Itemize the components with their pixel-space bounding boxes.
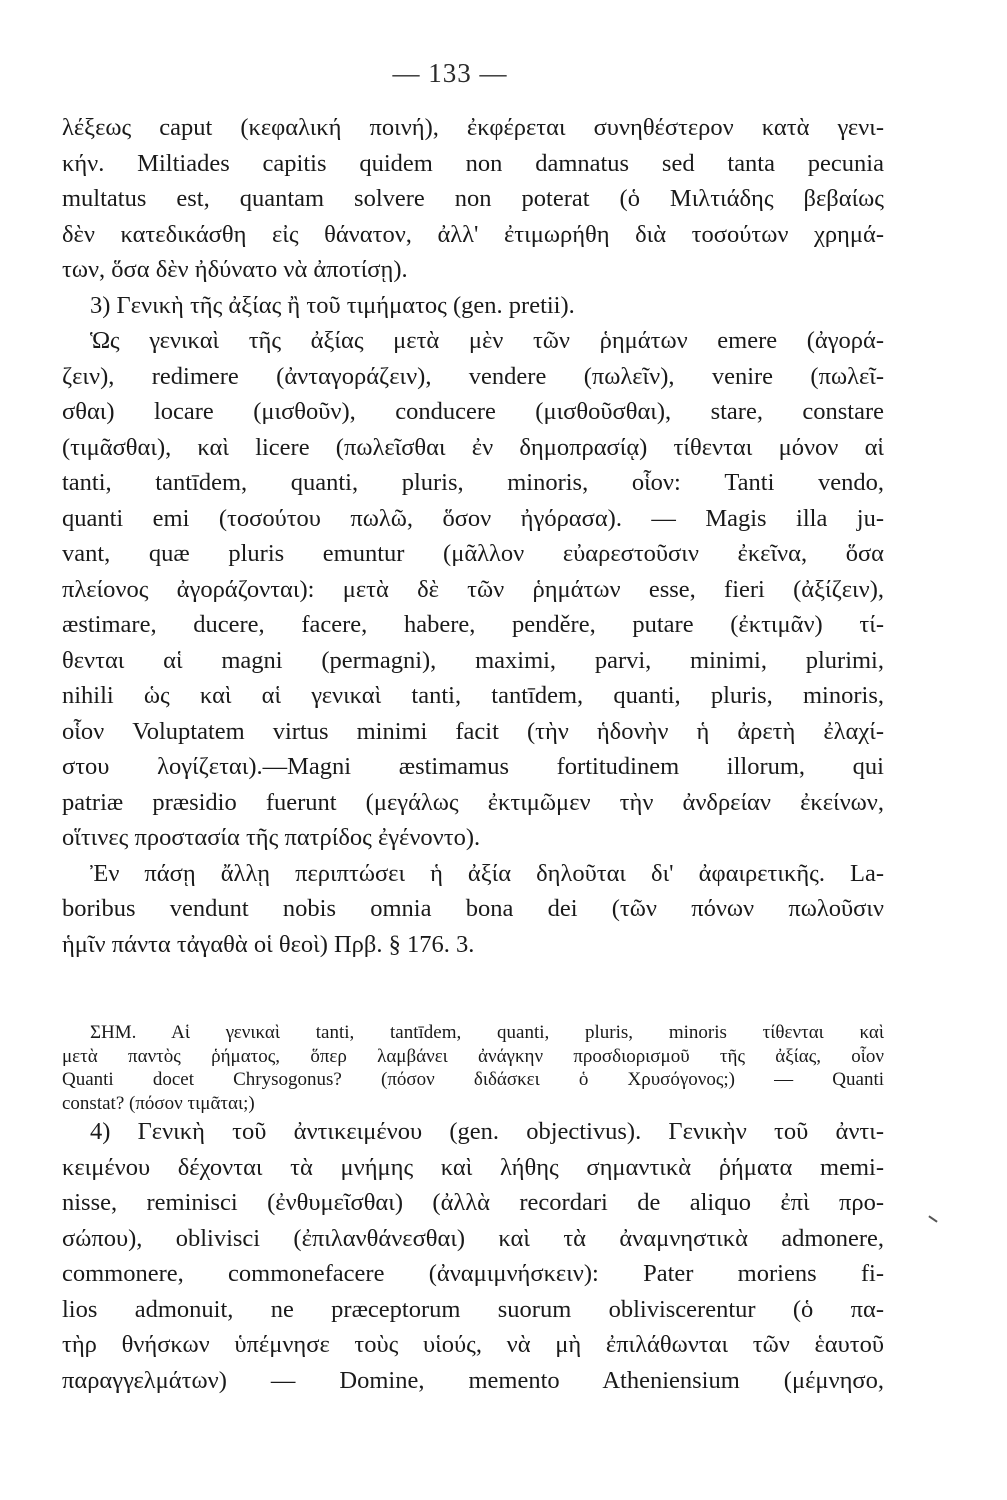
- text-line: Quanti docet Chrysogonus? (πόσον διδάσκει ὁ Χρυσόγονος;) — Quanti: [62, 1069, 884, 1090]
- text-line: nihili ὡς καὶ αἱ γενικαὶ tanti, tantīdem, quanti, pluris, minoris,: [62, 682, 884, 709]
- text-line: constat? (πόσον τιμᾶται;): [62, 1092, 255, 1114]
- margin-mark: [928, 1215, 937, 1222]
- text-line: των, ὅσα δὲν ἠδύνατο νὰ ἀποτίσῃ).: [62, 256, 408, 283]
- page-number: — 133 —: [392, 58, 508, 88]
- text-line: æstimare, ducere, facere, habere, penděre, putare (ἐκτιμᾶν) τί-: [62, 611, 884, 638]
- text-line: στου λογίζεται).—Magni æstimamus fortitudinem illorum, qui: [62, 753, 884, 780]
- text-line: nisse, reminisci (ἐνθυμεῖσθαι) (ἀλλὰ recordari de aliquo ἐπὶ προ-: [62, 1189, 884, 1216]
- text-line: Ἐν πάσῃ ἄλλῃ περιπτώσει ἡ ἀξία δηλοῦται δι' ἀφαιρετικῆς. La-: [90, 859, 884, 887]
- text-line: λέξεως caput (κεφαλική ποινή), ἐκφέρεται συνηθέστερον κατὰ γενι-: [62, 114, 884, 141]
- text-line: vant, quæ pluris emuntur (μᾶλλον εὐαρεστοῦσιν ἐκεῖνα, ὅσα: [62, 540, 884, 567]
- text-line: quanti emi (τοσούτου πωλῶ, ὅσον ἠγόρασα). — Magis illa ju-: [62, 504, 884, 532]
- text-line: boribus vendunt nobis omnia bona dei (τῶν πόνων πωλοῦσιν: [62, 895, 884, 922]
- text-line: lios admonuit, ne præceptorum suorum obliviscerentur (ὁ πα-: [62, 1295, 884, 1323]
- text-line: θενται αἱ magni (permagni), maximi, parvi, minimi, plurimi,: [62, 646, 884, 674]
- text-line: 3) Γενικὴ τῆς ἀξίας ἢ τοῦ τιμήματος (gen. pretii).: [90, 291, 575, 319]
- text-line: (τιμᾶσθαι), καὶ licere (πωλεῖσθαι ἐν δημοπρασίᾳ) τίθενται μόνον αἱ: [62, 433, 884, 461]
- text-line: tanti, tantīdem, quanti, pluris, minoris, οἷον: Tanti vendo,: [62, 469, 884, 496]
- text-line: οἵτινες προστασία τῆς πατρίδος ἐγένοντο).: [62, 824, 481, 851]
- text-line: 4) Γενικὴ τοῦ ἀντικειμένου (gen. objectivus). Γενικὴν τοῦ ἀντι-: [90, 1118, 884, 1145]
- text-line: κήν. Miltiades capitis quidem non damnatus sed tanta pecunia: [62, 149, 884, 177]
- text-line: τὴρ θνήσκων ὑπέμνησε τοὺς υἱούς, νὰ μὴ ἐπιλάθωνται τῶν ἑαυτοῦ: [62, 1331, 884, 1358]
- text-line: οἷον Voluptatem virtus minimi facit (τὴν ἡδονὴν ἡ ἀρετὴ ἐλαχί-: [62, 717, 884, 745]
- text-line: patriæ præsidio fuerunt (μεγάλως ἐκτιμῶμεν τὴν ἀνδρείαν ἐκείνων,: [62, 788, 884, 816]
- text-line: πλείονος ἀγοράζονται): μετὰ δὲ τῶν ῥημάτων esse, fieri (ἀξίζειν),: [62, 575, 884, 603]
- text-line: Ὡς γενικαὶ τῆς ἀξίας μετὰ μὲν τῶν ῥημάτων emere (ἀγορά-: [90, 327, 884, 354]
- text-line: commonere, commonefacere (ἀναμιμνήσκειν): Pater moriens fi-: [62, 1260, 884, 1287]
- text-line: ζειν), redimere (ἀνταγοράζειν), vendere (πωλεῖν), venire (πωλεῖ-: [62, 362, 884, 390]
- text-line: παραγγελμάτων) — Domine, memento Atheniensium (μέμνησο,: [62, 1366, 884, 1394]
- text-line: μετὰ παντὸς ῥήματος, ὅπερ λαμβάνει ἀνάγκην προσδιορισμοῦ τῆς ἀξίας, οἷον: [62, 1045, 884, 1067]
- text-line: σώπου), oblivisci (ἐπιλανθάνεσθαι) καὶ τὰ ἀναμνηστικὰ admonere,: [62, 1224, 884, 1252]
- text-line: κειμένου δέχονται τὰ μνήμης καὶ λήθης σημαντικὰ ῥήματα memi-: [62, 1153, 884, 1181]
- text-line: multatus est, quantam solvere non poterat (ὁ Μιλτιάδης βεβαίως: [62, 185, 884, 212]
- text-line: ΣΗΜ. Αἱ γενικαὶ tanti, tantīdem, quanti, pluris, minoris τίθενται καὶ: [90, 1022, 884, 1043]
- text-line: ἡμῖν πάντα τἀγαθὰ οἱ θεοὶ) Πρβ. § 176. 3.: [62, 930, 475, 958]
- text-line: δὲν κατεδικάσθη εἰς θάνατον, ἀλλ' ἐτιμωρήθη διὰ τοσούτων χρημά-: [62, 220, 884, 248]
- text-line: σθαι) locare (μισθοῦν), conducere (μισθοῦσθαι), stare, constare: [62, 398, 884, 425]
